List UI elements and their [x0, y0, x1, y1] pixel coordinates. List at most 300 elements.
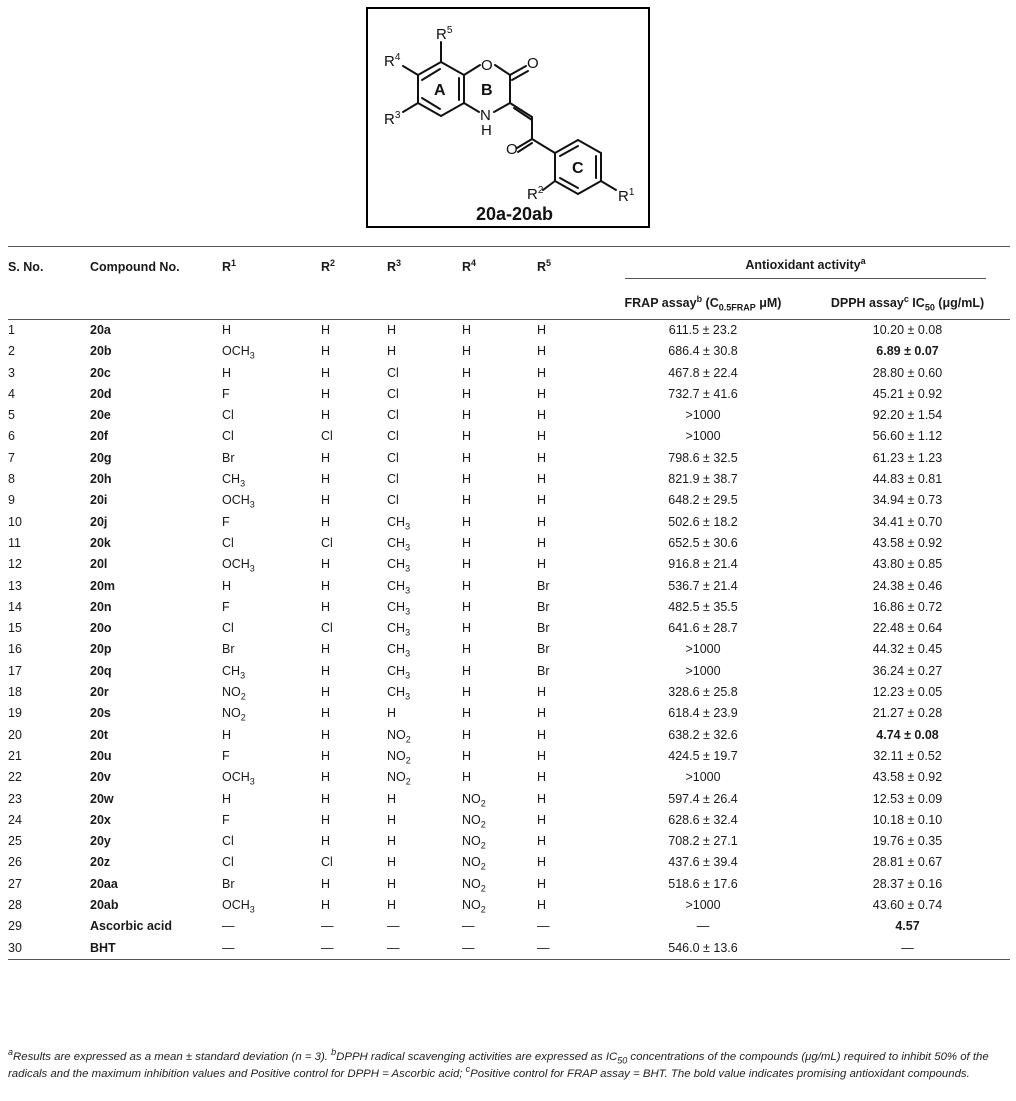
header-r3: $R^3$: [387, 257, 402, 274]
row-sno: 25: [8, 834, 22, 849]
row-sno: 10: [8, 514, 22, 529]
atom-oxygen-ring: O: [481, 57, 493, 74]
row-frap-value: 611.5 ± 23.2: [668, 323, 738, 337]
row-compound: 20aa: [90, 876, 118, 891]
row-frap-value: 641.6 ± 28.7: [668, 621, 738, 636]
row-r3: H: [387, 855, 397, 870]
row-frap-value: 638.2 ± 32.6: [668, 727, 738, 742]
row-compound: 20s: [90, 706, 111, 721]
row-sno: 20: [8, 727, 22, 742]
row-frap-value: —: [696, 919, 710, 934]
row-r3: $CH_3$: [387, 621, 411, 638]
row-sno: 28: [8, 898, 22, 913]
table-row: [8, 554, 1010, 575]
substituent-r2: $R^2$: [527, 185, 544, 203]
row-dpph-value: 4.57: [895, 919, 920, 934]
row-r2: Cl: [321, 855, 333, 870]
row-dpph-value: 10.18 ± 0.10: [872, 812, 943, 827]
row-compound: 20n: [90, 599, 112, 614]
row-r1: Br: [222, 450, 235, 465]
row-dpph-value: 44.32 ± 0.45: [872, 642, 943, 657]
row-r4: $NO_2$: [462, 812, 486, 830]
row-sno: 26: [8, 855, 22, 870]
row-frap-value: 708.2 ± 27.1: [668, 834, 738, 849]
row-r1: Cl: [222, 408, 234, 423]
antioxidant-data-table: [8, 246, 1010, 960]
row-r1: Cl: [222, 834, 234, 849]
row-r3: $CH_3$: [387, 599, 411, 617]
row-r3: $CH_3$: [387, 685, 411, 702]
row-frap-value: 618.4 ± 23.9: [668, 706, 738, 721]
row-compound: 20t: [90, 727, 109, 742]
row-compound: 20p: [90, 642, 112, 657]
row-dpph-value: 43.58 ± 0.92: [872, 535, 943, 550]
row-r3: $NO_2$: [387, 748, 411, 766]
row-r4: H: [462, 685, 472, 700]
row-r3: Cl: [387, 408, 399, 423]
substituent-r3: $R^3$: [384, 110, 401, 128]
row-r5: H: [537, 323, 547, 337]
row-frap-value: 328.6 ± 25.8: [668, 685, 738, 700]
row-sno: 13: [8, 578, 22, 593]
row-r5: H: [537, 365, 547, 380]
table-row: [8, 341, 1010, 362]
row-r3: $CH_3$: [387, 642, 411, 659]
row-r5: Br: [537, 642, 550, 657]
row-frap-value: 467.8 ± 22.4: [668, 365, 738, 380]
row-dpph-value: 16.86 ± 0.72: [872, 599, 943, 614]
row-dpph-value: 10.20 ± 0.08: [872, 323, 943, 337]
row-compound: 20q: [90, 663, 112, 678]
row-dpph-value: 43.80 ± 0.85: [872, 557, 943, 572]
row-r5: H: [537, 450, 547, 465]
row-dpph-value: 34.41 ± 0.70: [872, 514, 943, 529]
row-r1: —: [222, 938, 321, 960]
row-dpph-value: 32.11 ± 0.52: [873, 748, 942, 763]
row-sno: 15: [8, 621, 22, 636]
row-r5: H: [537, 472, 547, 487]
row-dpph-value: 6.89 ± 0.07: [876, 344, 939, 359]
row-r1: Cl: [222, 621, 234, 636]
row-frap-value: 546.0 ± 13.6: [601, 938, 805, 960]
row-r2: Cl: [321, 621, 333, 636]
row-r4: H: [462, 621, 472, 636]
atom-nitrogen: N: [480, 107, 491, 124]
row-dpph-value: 22.48 ± 0.64: [872, 621, 943, 636]
row-r4: H: [462, 408, 472, 423]
row-r2: H: [321, 599, 331, 614]
row-dpph-value: 36.24 ± 0.27: [872, 663, 943, 678]
row-compound: 20w: [90, 791, 114, 806]
row-frap-value: 798.6 ± 32.5: [668, 450, 738, 465]
table-row: [8, 384, 1010, 405]
row-dpph-value: 28.37 ± 0.16: [872, 876, 943, 891]
row-r4: —: [462, 938, 537, 960]
row-r2: Cl: [321, 429, 333, 444]
row-r5: H: [537, 386, 547, 401]
row-r4: H: [462, 323, 472, 337]
row-r5: H: [537, 898, 547, 913]
row-r2: H: [321, 578, 331, 593]
row-r3: $CH_3$: [387, 557, 411, 574]
row-r3: $NO_2$: [387, 727, 411, 745]
row-r5: —: [537, 938, 601, 960]
row-r4: H: [462, 578, 472, 593]
row-sno: 21: [8, 748, 22, 763]
row-sno: 18: [8, 685, 22, 700]
row-r5: H: [537, 514, 547, 529]
atom-oxygen-carbonyl: O: [527, 55, 539, 72]
row-r4: $NO_2$: [462, 876, 486, 894]
row-r4: —: [462, 919, 475, 934]
row-compound: 20l: [90, 557, 108, 572]
row-r1: —: [222, 919, 235, 934]
header-antioxidant-activity: Antioxidant activity$^a$: [601, 247, 1010, 288]
row-r2: H: [321, 323, 331, 337]
row-r1: $CH_3$: [222, 472, 246, 489]
table-row: [8, 490, 1010, 511]
row-r3: H: [387, 876, 397, 891]
row-dpph-value: 19.76 ± 0.35: [872, 834, 943, 849]
row-r1: F: [222, 514, 230, 529]
row-sno: 11: [8, 535, 21, 550]
row-sno: 14: [8, 599, 22, 614]
row-sno: 29: [8, 919, 22, 934]
row-dpph-value: 28.81 ± 0.67: [872, 855, 943, 870]
row-r2: H: [321, 557, 331, 572]
table-row: [8, 874, 1010, 895]
ring-label-a: A: [434, 82, 446, 99]
row-r2: H: [321, 685, 331, 700]
row-compound: 20b: [90, 344, 112, 359]
row-frap-value: 482.5 ± 35.5: [668, 599, 738, 614]
row-dpph-value: 21.27 ± 0.28: [872, 706, 943, 721]
header-r4: $R^4$: [462, 257, 477, 274]
table-row: [8, 767, 1010, 788]
row-r4: H: [462, 727, 472, 742]
row-frap-value: 628.6 ± 32.4: [668, 812, 738, 827]
row-sno: 2: [8, 344, 15, 359]
table-footnote: $^a$Results are expressed as a mean ± standard deviation (n = 3). $^b$DPPH radical scavenging activities are expressed as $IC_{50}$ concentrations of the compounds (μg/mL) required to inhibit 50% of the radicals and the maximum inhibition values and Positive control for DPPH = Ascorbic acid; $^c$Positive control for FRAP assay = BHT. The bold value indicates promising antioxidant compounds.: [8, 1047, 989, 1080]
row-r1: $CH_3$: [222, 663, 246, 681]
row-compound: 20v: [90, 770, 111, 785]
row-r5: Br: [537, 621, 550, 636]
row-compound: 20u: [90, 748, 112, 763]
structure-drawing: [368, 9, 652, 230]
row-r3: H: [387, 706, 397, 721]
row-compound: 20g: [90, 450, 112, 465]
row-compound: 20k: [90, 535, 111, 550]
row-sno: 27: [8, 876, 22, 891]
row-dpph-value: 61.23 ± 1.23: [872, 450, 943, 465]
row-r3: H: [387, 898, 397, 913]
row-frap-value: >1000: [685, 429, 721, 444]
row-frap-value: 597.4 ± 26.4: [668, 791, 738, 806]
row-r5: H: [537, 834, 547, 849]
row-r1: Br: [222, 876, 235, 891]
row-r1: Br: [222, 642, 235, 657]
row-r5: Br: [537, 599, 550, 614]
row-r1: F: [222, 599, 230, 614]
row-r3: —: [387, 938, 462, 960]
row-r4: H: [462, 493, 472, 508]
row-dpph-value: 43.58 ± 0.92: [872, 770, 943, 785]
row-sno: 17: [8, 663, 22, 678]
row-r3: —: [387, 919, 400, 934]
row-r1: H: [222, 791, 232, 806]
row-frap-value: >1000: [685, 408, 721, 423]
ring-label-b: B: [481, 82, 493, 99]
table-row: [8, 320, 1010, 342]
row-r5: —: [537, 919, 550, 934]
row-r2: H: [321, 876, 331, 891]
row-compound: 20y: [90, 834, 111, 849]
table-row: [8, 426, 1010, 447]
row-dpph-value: 44.83 ± 0.81: [872, 472, 943, 487]
row-r5: H: [537, 429, 547, 444]
row-compound: 20r: [90, 685, 109, 700]
row-dpph-value: 56.60 ± 1.12: [872, 429, 943, 444]
row-sno: 3: [8, 365, 15, 380]
table-row: [8, 703, 1010, 724]
row-r2: H: [321, 791, 331, 806]
row-sno: 24: [8, 812, 22, 827]
table-row: [8, 682, 1010, 703]
row-r2: H: [321, 727, 331, 742]
row-r3: $NO_2$: [387, 770, 411, 787]
row-r4: $NO_2$: [462, 791, 486, 809]
row-sno: 22: [8, 770, 22, 785]
row-sno: 16: [8, 642, 22, 657]
row-r4: H: [462, 365, 472, 380]
row-r1: Cl: [222, 429, 234, 444]
table-row: [8, 725, 1010, 746]
row-r1: H: [222, 578, 232, 593]
table-row: [8, 512, 1010, 533]
header-frap-assay: FRAP assay$^b$ ($C_{0.5FRAP}$ μM): [624, 293, 782, 313]
table-row: [8, 895, 1010, 916]
row-r2: —: [321, 938, 387, 960]
row-frap-value: 916.8 ± 21.4: [668, 557, 738, 572]
row-frap-value: 502.6 ± 18.2: [668, 514, 738, 529]
row-frap-value: 821.9 ± 38.7: [668, 472, 738, 487]
row-r2: H: [321, 493, 331, 508]
row-r4: H: [462, 557, 472, 572]
row-r2: H: [321, 365, 331, 380]
row-r3: Cl: [387, 493, 399, 508]
row-r4: H: [462, 642, 472, 657]
row-r1: H: [222, 727, 232, 742]
row-r4: H: [462, 344, 472, 359]
row-r2: H: [321, 386, 331, 401]
table-row: [8, 448, 1010, 469]
table-row: [8, 661, 1010, 682]
table-row: [8, 576, 1010, 597]
row-r2: H: [321, 472, 331, 487]
row-dpph-value: 4.74 ± 0.08: [876, 727, 939, 742]
table-row: [8, 597, 1010, 618]
table-row: [8, 746, 1010, 767]
row-r3: H: [387, 834, 397, 849]
row-r3: $CH_3$: [387, 578, 411, 596]
row-r1: H: [222, 323, 232, 337]
row-sno: 19: [8, 706, 22, 721]
row-frap-value: >1000: [685, 898, 721, 913]
row-r4: H: [462, 535, 472, 550]
atom-hydrogen: H: [481, 122, 492, 139]
row-compound: 20d: [90, 386, 112, 401]
header-r1: $R^1$: [222, 257, 237, 274]
row-r4: H: [462, 663, 472, 678]
row-compound: 20z: [90, 855, 111, 870]
row-compound: 20o: [90, 621, 112, 636]
row-r2: H: [321, 748, 331, 763]
row-r2: H: [321, 408, 331, 423]
row-r1: F: [222, 386, 230, 401]
row-r4: $NO_2$: [462, 855, 486, 872]
row-compound: BHT: [90, 938, 222, 960]
row-r2: H: [321, 663, 331, 678]
table-row: [8, 533, 1010, 554]
row-sno: 30: [8, 938, 90, 960]
row-r2: H: [321, 812, 331, 827]
row-sno: 5: [8, 408, 15, 423]
row-r4: H: [462, 770, 472, 785]
table-row: [8, 639, 1010, 660]
row-r1: Cl: [222, 535, 234, 550]
row-r5: H: [537, 770, 547, 785]
row-r4: H: [462, 429, 472, 444]
row-sno: 12: [8, 557, 22, 572]
row-frap-value: >1000: [685, 770, 721, 785]
row-dpph-value: 28.80 ± 0.60: [872, 365, 943, 380]
row-r5: H: [537, 706, 547, 721]
row-compound: 20ab: [90, 898, 119, 913]
substituent-r1: $R^1$: [618, 187, 635, 205]
row-dpph-value: 34.94 ± 0.73: [872, 493, 943, 508]
row-r5: H: [537, 685, 547, 700]
row-r4: $NO_2$: [462, 898, 486, 915]
row-frap-value: 437.6 ± 39.4: [668, 855, 738, 870]
row-r3: H: [387, 791, 397, 806]
row-compound: 20c: [90, 365, 111, 380]
row-r5: H: [537, 493, 547, 508]
row-r5: H: [537, 557, 547, 572]
row-frap-value: 648.2 ± 29.5: [668, 493, 738, 508]
row-r1: $NO_2$: [222, 706, 246, 723]
row-r5: H: [537, 408, 547, 423]
row-r4: H: [462, 386, 472, 401]
row-r1: $OCH_3$: [222, 557, 255, 574]
row-r3: $CH_3$: [387, 535, 411, 553]
row-compound: 20e: [90, 408, 111, 423]
row-r3: Cl: [387, 450, 399, 465]
row-r3: H: [387, 812, 397, 827]
row-dpph-value: 45.21 ± 0.92: [872, 386, 943, 401]
header-r5: $R^5$: [537, 257, 552, 274]
row-r1: $NO_2$: [222, 685, 246, 702]
table-row: [8, 618, 1010, 639]
table-body: [8, 320, 1010, 960]
row-r5: H: [537, 876, 547, 891]
table-row: [8, 789, 1010, 810]
row-sno: 8: [8, 472, 15, 487]
row-r2: H: [321, 834, 331, 849]
table-row: [8, 363, 1010, 384]
table-row: [8, 831, 1010, 852]
row-compound: 20f: [90, 429, 109, 444]
row-sno: 23: [8, 791, 22, 806]
row-r4: H: [462, 450, 472, 465]
row-frap-value: 686.4 ± 30.8: [668, 344, 738, 359]
header-dpph-assay: DPPH assay$^c$ $IC_{50}$ (μg/mL): [830, 293, 985, 313]
row-r5: Br: [537, 663, 550, 678]
row-r4: H: [462, 599, 472, 614]
table-row: [8, 916, 1010, 937]
substituent-r5: $R^5$: [436, 25, 453, 43]
row-r2: H: [321, 642, 331, 657]
row-r3: $CH_3$: [387, 663, 411, 681]
row-r5: H: [537, 535, 547, 550]
row-dpph-value: 12.53 ± 0.09: [872, 791, 943, 806]
row-r1: $OCH_3$: [222, 898, 255, 915]
row-r3: Cl: [387, 365, 399, 380]
row-r2: H: [321, 450, 331, 465]
table-row: [8, 469, 1010, 490]
row-r5: H: [537, 344, 547, 359]
row-dpph-value: —: [805, 938, 1010, 960]
row-frap-value: 652.5 ± 30.6: [668, 535, 738, 550]
row-r1: H: [222, 365, 232, 380]
row-r2: H: [321, 706, 331, 721]
row-r5: Br: [537, 578, 550, 593]
row-frap-value: >1000: [685, 663, 721, 678]
table-row: [8, 405, 1010, 426]
row-sno: 1: [8, 323, 15, 337]
row-compound: Ascorbic acid: [90, 919, 172, 934]
table-row: [8, 852, 1010, 873]
row-r1: $OCH_3$: [222, 493, 255, 510]
row-r4: H: [462, 748, 472, 763]
row-r1: $OCH_3$: [222, 344, 255, 361]
compound-series-label: 20a-20ab: [476, 204, 554, 224]
row-compound: 20j: [90, 514, 108, 529]
row-r3: Cl: [387, 472, 399, 487]
row-frap-value: 518.6 ± 17.6: [668, 876, 738, 891]
ring-label-c: C: [572, 160, 584, 177]
row-r5: H: [537, 748, 547, 763]
header-r2: $R^2$: [321, 257, 336, 274]
row-r2: H: [321, 344, 331, 359]
row-r3: H: [387, 323, 397, 337]
row-sno: 6: [8, 429, 15, 444]
row-compound: 20h: [90, 472, 112, 487]
row-frap-value: >1000: [685, 642, 721, 657]
row-r2: H: [321, 770, 331, 785]
chemical-structure-figure: [366, 7, 650, 228]
row-r2: Cl: [321, 535, 333, 550]
row-r2: —: [321, 919, 334, 934]
row-dpph-value: 24.38 ± 0.46: [872, 578, 943, 593]
row-r1: $OCH_3$: [222, 770, 255, 787]
row-compound: 20x: [90, 812, 111, 827]
atom-oxygen-ketone: O: [506, 141, 518, 158]
row-dpph-value: 12.23 ± 0.05: [872, 685, 943, 700]
table-row: [8, 938, 1010, 960]
row-frap-value: 732.7 ± 41.6: [668, 386, 738, 401]
row-frap-value: 424.5 ± 19.7: [668, 748, 738, 763]
row-frap-value: 536.7 ± 21.4: [668, 578, 738, 593]
